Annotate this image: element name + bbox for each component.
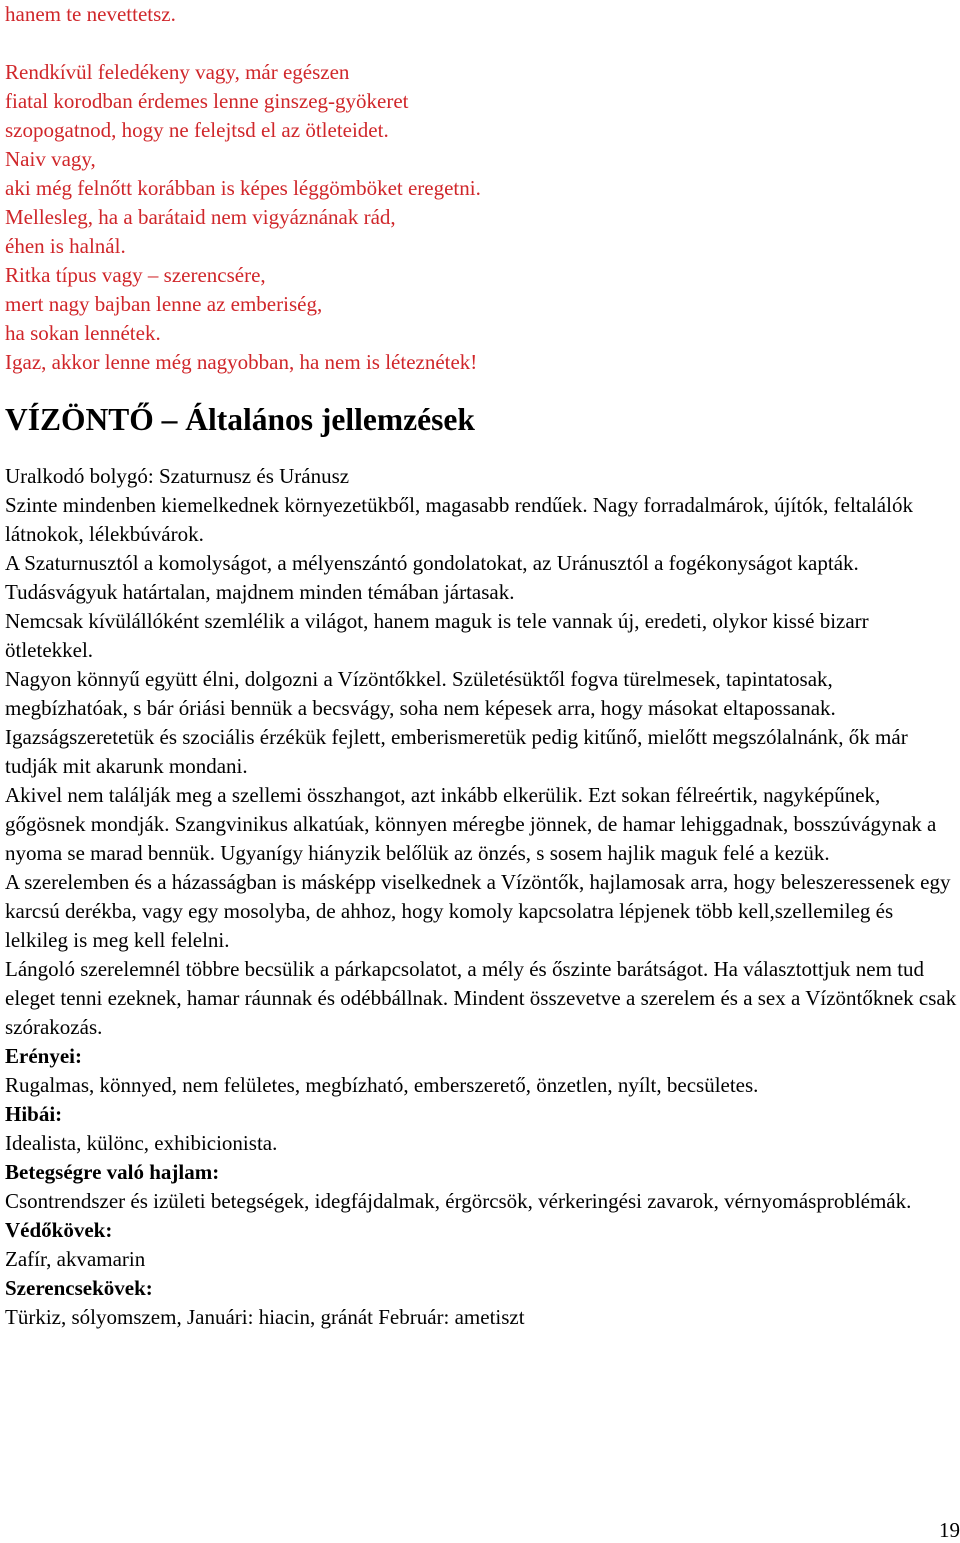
- intro-line: éhen is halnál.: [5, 234, 126, 258]
- intro-line: Rendkívül feledékeny vagy, már egészen: [5, 60, 350, 84]
- faults-label: Hibái:: [5, 1102, 63, 1126]
- spacer: [5, 377, 957, 405]
- spacer: [5, 434, 957, 462]
- intro-poem: [5, 0, 957, 377]
- intro-line: mert nagy bajban lenne az emberiség,: [5, 292, 323, 316]
- paragraph: Akivel nem találják meg a szellemi összhangot, azt inkább elkerülik. Ezt sokan félreértik, nagyképűnek, gőgösnek mondják. Szangvinikus alkatúak, könnyen méregbe jönnek, de hamar lehiggadnak, bosszúvágynak a nyoma se marad bennük. Ugyanígy hiányzik belőlük az önzés, s sosem hajlik maguk felé a kezük.: [5, 783, 937, 865]
- document-page: [5, 0, 957, 1332]
- virtues-label: Erényei:: [5, 1044, 82, 1068]
- page-number: 19: [939, 1518, 960, 1542]
- intro-line: fiatal korodban érdemes lenne ginszeg-gyökeret: [5, 89, 409, 113]
- intro-line: Naiv vagy,: [5, 147, 96, 171]
- virtues-value: Rugalmas, könnyed, nem felületes, megbízható, emberszerető, önzetlen, nyílt, becsületes.: [5, 1073, 759, 1097]
- intro-line: aki még felnőtt korábban is képes léggömböket eregetni.: [5, 176, 481, 200]
- ruling-planet: Uralkodó bolygó: Szaturnusz és Uránusz: [5, 464, 350, 488]
- illness-value: Csontrendszer és izületi betegségek, idegfájdalmak, érgörcsök, vérkeringési zavarok, vérnyomásproblémák.: [5, 1189, 912, 1213]
- paragraph: A Szaturnusztól a komolyságot, a mélyenszántó gondolatokat, az Uránusztól a fogékonyságot kapták. Tudásvágyuk határtalan, majdnem minden témában jártasak.: [5, 551, 859, 604]
- section-body: [5, 462, 957, 1332]
- paragraph: Igazságszeretetük és szociális érzékük fejlett, emberismeretük pedig kitűnő, mielőtt megszólalnánk, ők már tudják mit akarunk mondani.: [5, 725, 908, 778]
- intro-line-spacer: [5, 29, 957, 58]
- paragraph: A szerelemben és a házasságban is másképp viselkednek a Vízöntők, hajlamosak arra, hogy beleszeressenek egy karcsú derékba, vagy egy mosolyba, de ahhoz, hogy komoly kapcsolatra lépjenek több kell,szellemileg és lelkileg is meg kell felelni.: [5, 870, 951, 952]
- intro-line: Ritka típus vagy – szerencsére,: [5, 263, 266, 287]
- intro-line: Igaz, akkor lenne még nagyobban, ha nem is léteznétek!: [5, 350, 478, 374]
- paragraph: Lángoló szerelemnél többre becsülik a párkapcsolatot, a mély és őszinte barátságot. Ha választottjuk nem tud eleget tenni ezeknek, hamar ráunnak és odébbállnak. Mindent összevetve a szerelem és a sex a Vízöntőknek csak szórakozás.: [5, 957, 957, 1039]
- illness-label: Betegségre való hajlam:: [5, 1160, 220, 1184]
- lucky-stones-value: Türkiz, sólyomszem, Januári: hiacin, gránát Február: ametiszt: [5, 1305, 525, 1329]
- paragraph: Nemcsak kívülállóként szemlélik a világot, hanem maguk is tele vannak új, eredeti, olykor kissé bizarr ötletekkel.: [5, 609, 869, 662]
- intro-line: hanem te nevettetsz.: [5, 2, 176, 26]
- protective-stones-label: Védőkövek:: [5, 1218, 113, 1242]
- intro-line: szopogatnod, hogy ne felejtsd el az ötleteidet.: [5, 118, 389, 142]
- paragraph: Szinte mindenben kiemelkednek környezetükből, magasabb rendűek. Nagy forradalmárok, újítók, feltalálók látnokok, lélekbúvárok.: [5, 493, 913, 546]
- paragraph: Nagyon könnyű együtt élni, dolgozni a Vízöntőkkel. Születésüktől fogva türelmesek, tapintatosak, megbízhatóak, s bár óriási bennük a becsvágy, soha nem képesek arra, hogy másokat eltapossanak.: [5, 667, 836, 720]
- protective-stones-value: Zafír, akvamarin: [5, 1247, 146, 1271]
- intro-line: Mellesleg, ha a barátaid nem vigyáznának rád,: [5, 205, 396, 229]
- section-title: VÍZÖNTŐ – Általános jellemzések: [5, 402, 475, 437]
- intro-line: ha sokan lennétek.: [5, 321, 161, 345]
- lucky-stones-label: Szerencsekövek:: [5, 1276, 153, 1300]
- faults-value: Idealista, különc, exhibicionista.: [5, 1131, 278, 1155]
